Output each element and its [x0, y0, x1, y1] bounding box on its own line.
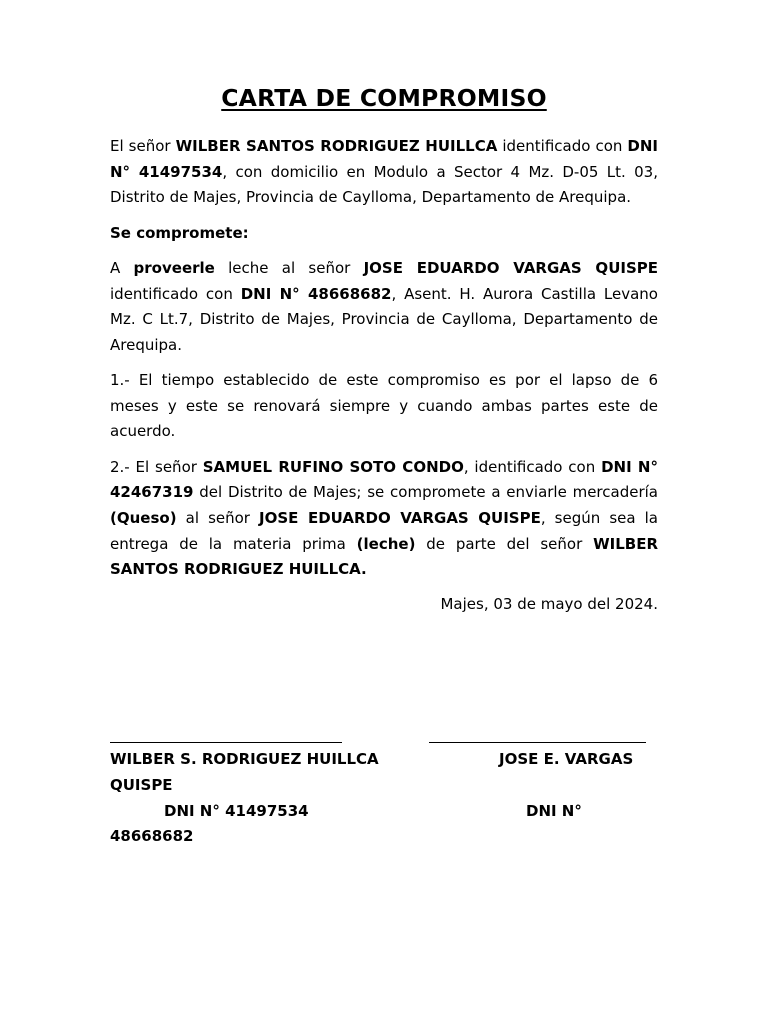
signature-dni-row [110, 799, 658, 825]
signature-line-left [110, 742, 342, 743]
signature-block [110, 747, 658, 850]
text: identificado con [110, 284, 241, 303]
party-three-name: SAMUEL RUFINO SOTO CONDO [202, 457, 464, 476]
paragraph-party-two [110, 256, 658, 358]
raw-material: (leche) [356, 534, 416, 553]
signer-left-dni: DNI N° 41497534 [164, 801, 309, 820]
text: , Asent. H. Aurora Castilla Levano Mz. C Lt.7, Distrito de Majes, Provincia de Caylloma, Departamento de Arequipa. [110, 284, 658, 354]
text: de parte del señor [415, 534, 594, 553]
heading-text: Se compromete: [110, 223, 249, 242]
text: del Distrito de Majes; se compromete a enviarle mercadería [193, 483, 658, 502]
text: identificado con [497, 137, 628, 155]
document-body [110, 134, 658, 628]
signature-names-row-cont [110, 773, 658, 799]
signer-right-name: JOSE E. VARGAS [499, 750, 634, 768]
paragraph-party-one [110, 134, 658, 211]
clause-two [110, 455, 658, 583]
party-one-name: WILBER SANTOS RODRIGUEZ HUILLCA [175, 137, 498, 155]
signer-right-dni-number: 48668682 [110, 827, 194, 846]
text: , según sea la entrega de la materia prima [110, 508, 658, 553]
text: leche al señor [214, 258, 364, 277]
signature-names-row [110, 747, 658, 773]
text: al señor [176, 508, 260, 527]
text: A [110, 258, 134, 277]
party-one-name: WILBER SANTOS RODRIGUEZ HUILLCA. [110, 534, 658, 579]
text: 2.- El señor [110, 457, 203, 476]
signer-right-name-cont: QUISPE [110, 775, 173, 794]
merchandise-item: (Queso) [110, 508, 177, 527]
commitment-verb: proveerle [133, 258, 215, 277]
party-two-dni: DNI N° 48668682 [240, 284, 392, 303]
document-title: CARTA DE COMPROMISO [221, 84, 547, 112]
signature-line-right [429, 742, 646, 743]
text: , con domicilio en Modulo a Sector 4 Mz. D-05 Lt. 03, Distrito de Majes, Provincia de Caylloma, Departamento de Arequipa. [110, 162, 658, 207]
text: El señor [110, 137, 176, 155]
party-two-name: JOSE EDUARDO VARGAS QUISPE [259, 508, 541, 527]
date-line: Majes, 03 de mayo del 2024. [440, 595, 658, 614]
signature-dni-row-cont [110, 824, 658, 850]
commitment-heading [110, 221, 658, 247]
party-three-dni: DNI N° 42467319 [110, 457, 658, 502]
party-two-name: JOSE EDUARDO VARGAS QUISPE [363, 258, 658, 277]
signer-right-dni-label: DNI N° [526, 801, 582, 820]
party-one-dni: DNI N° 41497534 [110, 137, 659, 181]
text: , identificado con [463, 457, 602, 476]
signer-left-name: WILBER S. RODRIGUEZ HUILLCA [110, 750, 379, 768]
clause-one: 1.- El tiempo establecido de este compromiso es por el lapso de 6 meses y este se renovará siempre y cuando ambas partes este de acuerdo. [110, 371, 658, 441]
